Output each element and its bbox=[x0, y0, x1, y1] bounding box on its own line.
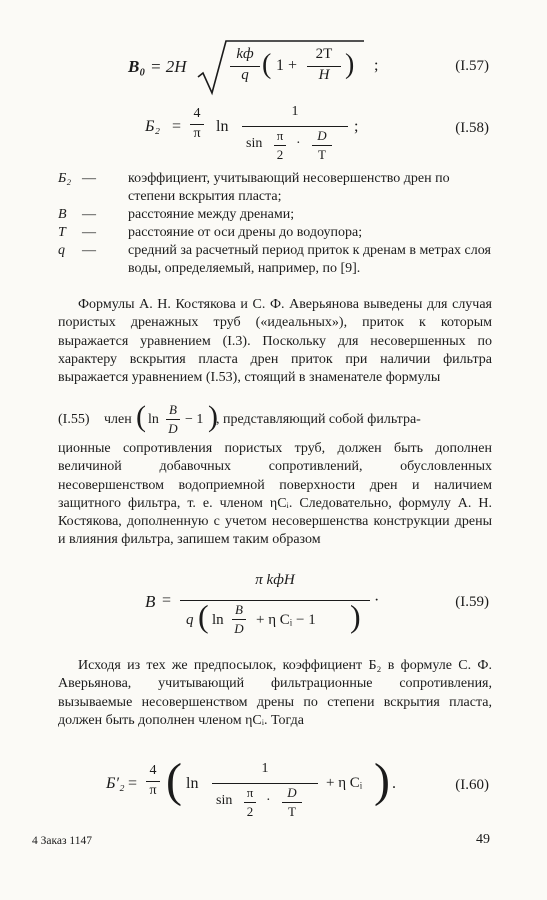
definition-item: q — средний за расчетный период приток к дренам в метрах слоя воды, определяемый, например, по [9]. bbox=[58, 243, 491, 276]
eq159-lhs: B bbox=[145, 592, 156, 611]
eq158-semicolon: ; bbox=[354, 118, 359, 135]
eq158-ln: ln bbox=[216, 118, 229, 135]
eq159-eq: = bbox=[162, 592, 172, 609]
equation-i60: Б′₂ = 4 π ( ln 1 sin π 2 · D T + η Cᵢ ) . (I.60) bbox=[106, 754, 489, 819]
footer-order-info: 4 Заказ 1147 bbox=[32, 835, 92, 847]
eq157-paren-right: ) bbox=[345, 49, 355, 80]
eq157-frac-kq: kф q bbox=[230, 46, 260, 84]
symbol-definitions bbox=[58, 170, 498, 278]
paragraph-1a: Формулы А. Н. Костякова и С. Ф. Аверьянова выведены для случая пористых дренажных труб («идеальных»), приток к которым выражается уравнением (I.3). Поскольку для несовершенных по характеру вскрытия пласта дрен приток при наличии фильтра выражается уравнением (I.53), стоящий в знаменателе формулы bbox=[58, 297, 492, 386]
eq157-eq: = 2H bbox=[150, 57, 187, 76]
eq159-dot: · bbox=[374, 592, 380, 609]
eq159-frac: π kфH q ( ln B D + η Cᵢ − 1 ) bbox=[180, 572, 370, 642]
equation-i59 bbox=[0, 570, 547, 645]
eq160-tail: + η Cᵢ bbox=[326, 775, 363, 791]
eq160-eq: = bbox=[128, 775, 138, 792]
eq158-frac-main: 1 sin π 2 · D T bbox=[242, 104, 348, 164]
definition-item: T — расстояние от оси дрены до водоупора; bbox=[58, 225, 363, 240]
inline-formula-line: (I.55) член ( ln B D − 1 ) , представляющий собой фильтра- bbox=[58, 400, 421, 436]
eq158-lhs: Б₂ bbox=[145, 118, 160, 135]
eq157-frac-2th: 2T H bbox=[307, 46, 341, 84]
eq158-eq: = bbox=[172, 118, 182, 135]
equation-i57 bbox=[0, 35, 547, 105]
equation-i58 bbox=[0, 100, 547, 165]
page-number: 49 bbox=[476, 832, 490, 847]
eq157-number: (I.57) bbox=[455, 58, 489, 74]
paragraph-2: Исходя из тех же предпосылок, коэффициент Б₂ в формуле С. Ф. Аверьянова, учитывающий фильтрационные сопротивления, вызываемые несовершенством дрены по степени вскрытия пласта, должен быть дополнен членом ηCᵢ. Тогда bbox=[58, 658, 492, 728]
eq157-paren-left: ( bbox=[262, 49, 272, 80]
definition-item: B — расстояние между дренами; bbox=[58, 207, 295, 222]
eq160-number: (I.60) bbox=[455, 777, 489, 793]
eq160-frac-main: 1 sin π 2 · D T bbox=[212, 761, 318, 821]
eq158-frac-4pi: 4 π bbox=[190, 106, 204, 142]
eq159-number: (I.59) bbox=[455, 594, 489, 610]
paragraph-1b: ционные сопротивления пористых труб, должен быть дополнен величиной добавочных сопротивлений, обусловленных несовершенством водоприемной поверхности дрен и наличием защитного фильтра, т. е. членом ηCᵢ. Следовательно, формулу А. Н. Костякова, дополненную с учетом несовершенства конструкции дрены и влияния фильтра, запишем таким образом bbox=[58, 441, 492, 548]
eq157-semicolon: ; bbox=[374, 57, 379, 74]
eq157-lhs: B₀ bbox=[128, 57, 146, 76]
definition-item: Б₂ — коэффициент, учитывающий несовершенство дрен по степени вскрытия пласта; bbox=[58, 171, 450, 204]
eq160-ln: ln bbox=[186, 775, 199, 792]
eq158-number: (I.58) bbox=[455, 120, 489, 136]
eq160-frac-4pi: 4 π bbox=[146, 763, 160, 799]
eq157-one-plus: 1 + bbox=[276, 57, 298, 74]
eq160-lhs: Б′₂ bbox=[106, 775, 125, 792]
eq160-dot: . bbox=[392, 775, 396, 792]
